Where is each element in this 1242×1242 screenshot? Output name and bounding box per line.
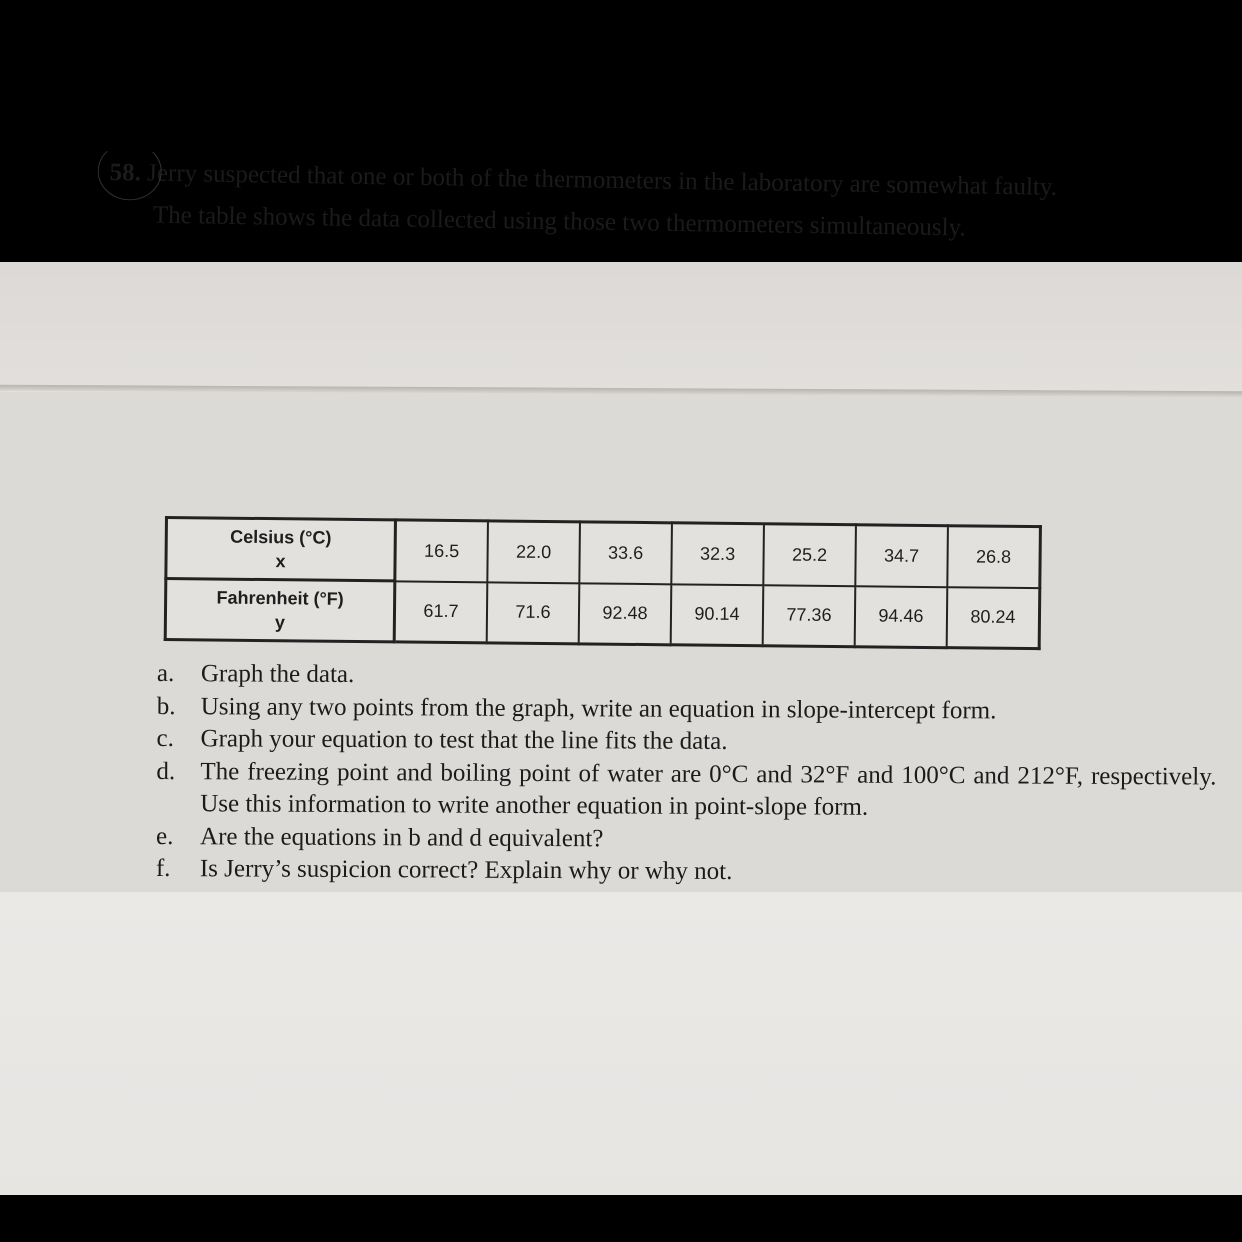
problem-number: 58.: [109, 158, 142, 187]
part-b: [157, 690, 1217, 728]
part-a: [157, 658, 1217, 696]
part-c: [156, 723, 1216, 761]
table-cell: 33.6: [579, 522, 672, 584]
part-label: d.: [156, 757, 176, 785]
part-d: [156, 755, 1216, 826]
part-e: [156, 820, 1216, 858]
table-cell: 71.6: [487, 582, 580, 644]
table-cell: 25.2: [763, 524, 856, 586]
table-cell: 16.5: [395, 520, 488, 582]
part-text: Using any two points from the graph, write an equation in slope-intercept form.: [200, 692, 997, 724]
part-label: f.: [155, 854, 171, 883]
fahrenheit-label: Fahrenheit (°F): [216, 587, 344, 609]
problem-text-1: Jerry suspected that one or both of the thermometers in the laboratory are somewhat faulty.: [146, 159, 1058, 201]
part-label: b.: [156, 692, 176, 720]
table-row-fahrenheit: [165, 579, 1040, 649]
part-text: Graph your equation to test that the line fits the data.: [200, 725, 728, 755]
table-cell: 80.24: [947, 587, 1040, 649]
table-cell: 22.0: [487, 521, 580, 583]
data-table: [164, 516, 1042, 650]
part-label: c.: [156, 724, 175, 753]
table-cell: 34.7: [855, 525, 948, 587]
part-text: The freezing point and boiling point of water are 0°C and 32°F and 100°C and 212°F, respectively. Use this information to write another equation in point-slope form.: [200, 757, 1217, 821]
table-cell: 32.3: [671, 523, 764, 585]
row-header-celsius: [166, 518, 396, 581]
part-label: e.: [155, 822, 174, 850]
x-variable-label: x: [275, 551, 286, 572]
table-row-celsius: [166, 518, 1041, 588]
part-label: a.: [156, 660, 175, 688]
part-text: Are the equations in b and d equivalent?: [199, 822, 604, 852]
table-cell: 94.46: [855, 586, 948, 648]
y-variable-label: y: [274, 612, 285, 633]
part-text: Is Jerry’s suspicion correct? Explain why or why not.: [199, 855, 733, 886]
celsius-label: Celsius (°C): [230, 526, 332, 548]
table-cell: 26.8: [947, 526, 1040, 588]
table-cell: 90.14: [671, 584, 764, 646]
part-f: [156, 853, 1216, 891]
problem-text-2: The table shows the data collected using those two thermometers simultaneously.: [152, 201, 966, 242]
table-cell: 92.48: [579, 583, 672, 645]
table-cell: 61.7: [394, 581, 487, 643]
problem-statement: [109, 152, 1210, 253]
table-cell: 77.36: [763, 585, 856, 647]
question-parts: [156, 658, 1217, 891]
row-header-fahrenheit: [165, 579, 395, 642]
part-text: Graph the data.: [200, 660, 355, 689]
